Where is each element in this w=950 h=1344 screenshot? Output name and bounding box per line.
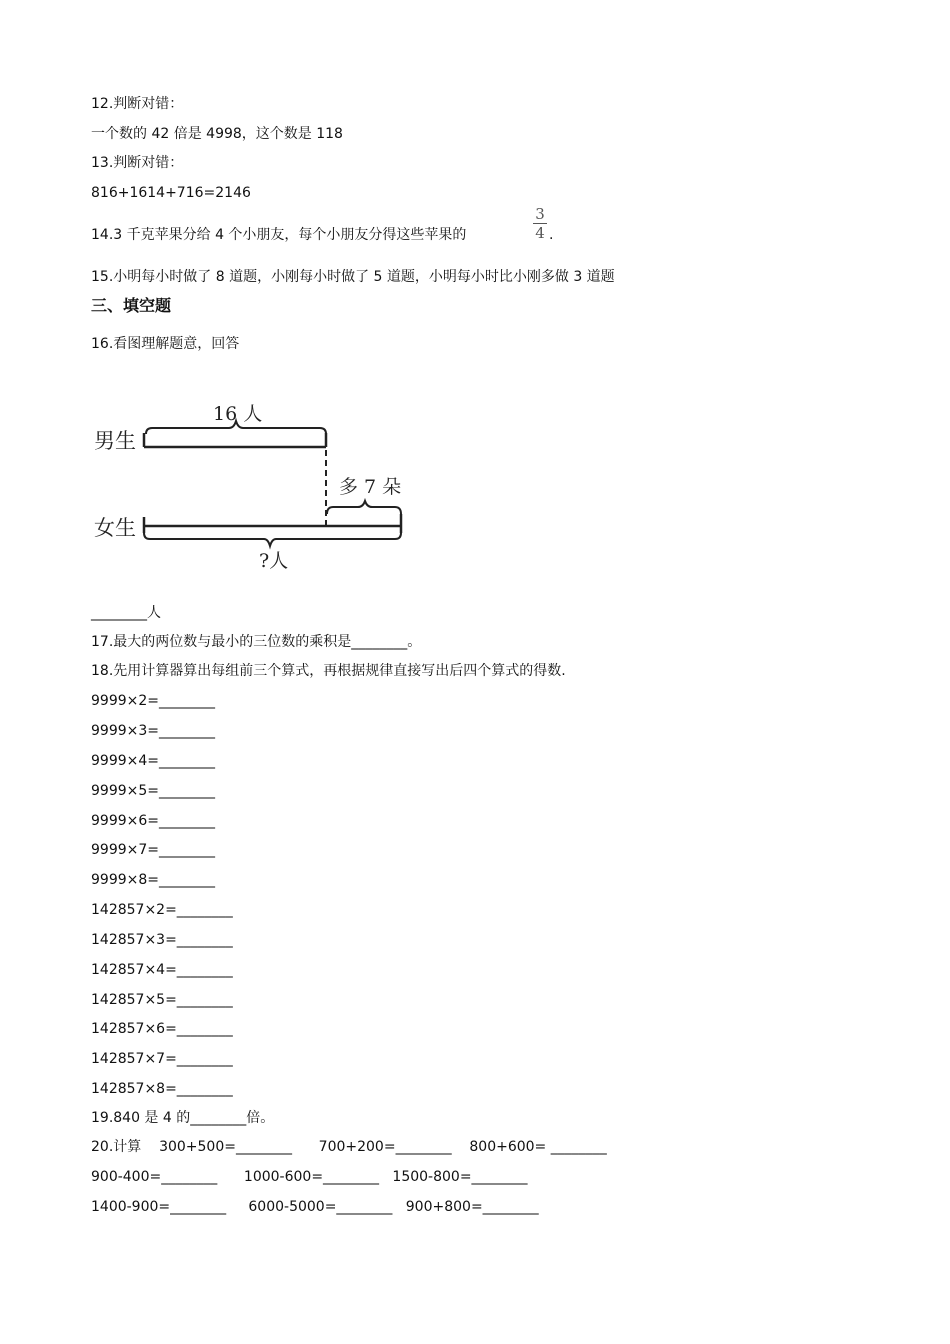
q17-text: 17.最大的两位数与最小的三位数的乘积是________。 [91, 634, 422, 650]
q18-item: 9999×2=________ [91, 693, 215, 709]
q12-title: 12.判断对错： [91, 96, 184, 112]
q20-row: 900-400=________ 1000-600=________ 1500-800=________ [91, 1169, 528, 1185]
q14-text: 14.3 千克苹果分给 4 个小朋友，每个小朋友分得这些苹果的 [91, 227, 467, 243]
q18-item: 142857×8=________ [91, 1081, 233, 1097]
q18-item: 142857×5=________ [91, 992, 233, 1008]
q16-answer: ________人 [91, 605, 161, 621]
q18-item: 142857×4=________ [91, 962, 233, 978]
q18-item: 9999×3=________ [91, 723, 215, 739]
q18-item: 142857×6=________ [91, 1021, 233, 1037]
section-heading: 三、填空题 [91, 296, 172, 315]
q18-item: 142857×7=________ [91, 1051, 233, 1067]
total-label: ?人 [259, 550, 289, 572]
q13-title: 13.判断对错： [91, 155, 184, 171]
boys-label: 男生 [94, 429, 136, 453]
q20-row: 1400-900=________ 6000-5000=________ 900+800=________ [91, 1199, 539, 1215]
q16-title: 16.看图理解题意，回答 [91, 336, 240, 352]
boys-count-label: 16 人 [213, 403, 263, 425]
q18-item: 9999×5=________ [91, 783, 215, 799]
q18-text: 18.先用计算器算出每组前三个算式，再根据规律直接写出后四个算式的得数. [91, 663, 566, 679]
fraction-denominator: 4 [535, 224, 545, 242]
q18-item: 9999×7=________ [91, 842, 215, 858]
q12-body: 一个数的 42 倍是 4998，这个数是 118 [91, 126, 343, 142]
total-brace [144, 533, 401, 546]
q13-body: 816+1614+716=2146 [91, 185, 251, 201]
q18-item: 142857×3=________ [91, 932, 233, 948]
q19-text: 19.840 是 4 的________倍。 [91, 1110, 275, 1126]
fraction-numerator: 3 [535, 205, 545, 223]
q18-item: 9999×4=________ [91, 753, 215, 769]
q14-tail: . [549, 227, 554, 243]
q14-fraction [533, 206, 547, 241]
q16-diagram [90, 390, 420, 580]
more-label: 多 7 朵 [339, 476, 402, 498]
q18-item: 9999×6=________ [91, 813, 215, 829]
more-brace [327, 501, 401, 514]
q15-text: 15.小明每小时做了 8 道题，小刚每小时做了 5 道题，小明每小时比小刚多做 3 道题 [91, 269, 615, 285]
q18-item: 142857×2=________ [91, 902, 233, 918]
q20-row: 20.计算 300+500=________ 700+200=________ 800+600= ________ [91, 1139, 607, 1155]
q18-item: 9999×8=________ [91, 872, 215, 888]
boys-brace [146, 421, 326, 434]
girls-label: 女生 [94, 516, 136, 540]
